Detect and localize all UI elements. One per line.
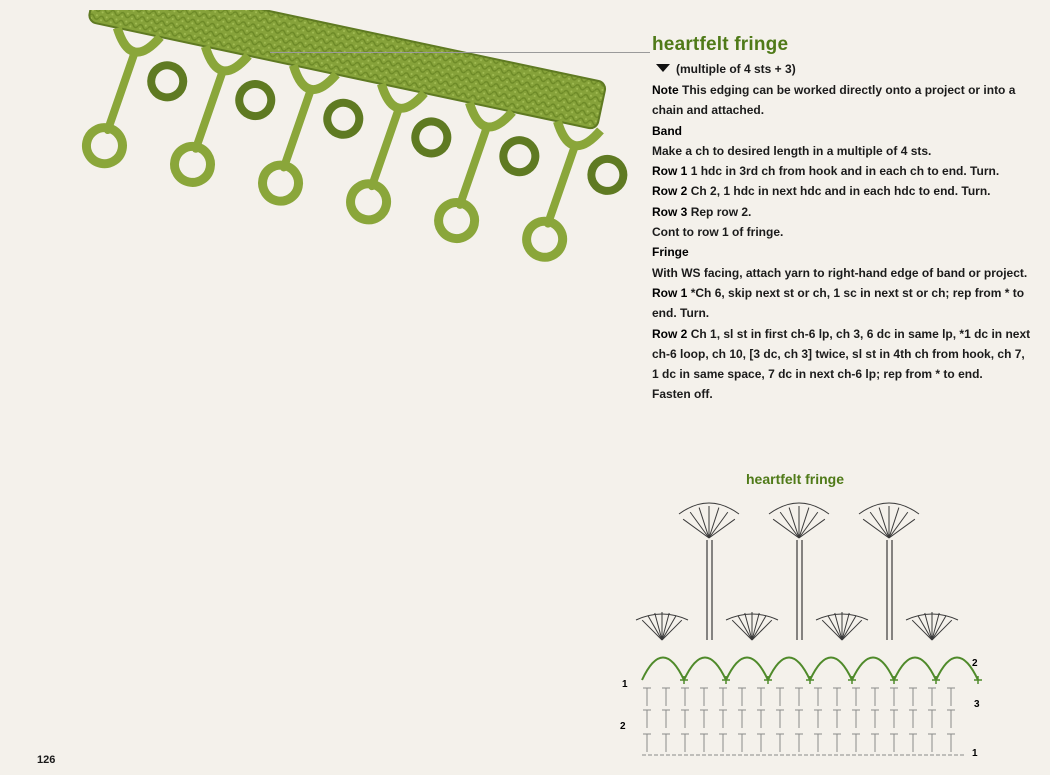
top-fan-stitch xyxy=(709,519,735,538)
top-fan-stitch xyxy=(863,519,889,538)
top-fan-stitch xyxy=(699,508,709,538)
top-fan-stitch xyxy=(889,512,908,538)
swatch-ring-hole xyxy=(182,154,203,175)
row-text: *Ch 6, skip next st or ch, 1 sc in next st or ch; rep from * to end. Turn. xyxy=(652,285,1025,321)
header-rule xyxy=(270,52,650,53)
swatch-stem xyxy=(372,108,398,188)
top-fan-stitch xyxy=(799,512,818,538)
fringe-chain-arch xyxy=(768,658,810,681)
row-text: Rep row 2. xyxy=(690,204,752,219)
top-fan-stitch xyxy=(799,508,809,538)
pattern-instructions xyxy=(652,80,1032,405)
swatch-stem xyxy=(108,52,134,132)
crochet-swatch-photo xyxy=(0,10,640,370)
chart-row-label-right-1: 1 xyxy=(972,748,978,759)
row-text: Ch 2, 1 hdc in next hdc and in each hdc to end. Turn. xyxy=(690,184,991,199)
swatch-stem xyxy=(548,145,574,225)
note-text: This edging can be worked directly onto a project or into a chain and attached. xyxy=(652,83,1016,118)
swatch-stem xyxy=(284,89,310,169)
band-cont: Cont to row 1 of fringe. xyxy=(652,225,784,240)
swatch-stem xyxy=(196,70,222,150)
row-label: Row 3 xyxy=(652,204,688,219)
fasten-off: Fasten off. xyxy=(652,387,713,402)
fringe-row-2 xyxy=(652,324,1032,385)
swatch-ring-hole xyxy=(94,135,115,156)
band-heading: Band xyxy=(652,123,682,138)
top-fan-stitch xyxy=(889,508,899,538)
top-fan-stitch xyxy=(780,512,799,538)
multiple-line xyxy=(656,62,796,76)
chart-row-label-left-1: 1 xyxy=(622,679,628,690)
note-paragraph xyxy=(652,80,1032,121)
top-fan-stitch xyxy=(789,508,799,538)
fringe-chain-arch xyxy=(726,658,768,681)
row-text: Ch 1, sl st in first ch-6 lp, ch 3, 6 dc in same lp, *1 dc in next ch-6 loop, ch 10, [3 dc, ch 3] twice, sl st in 4th ch from hook, ch 7, 1 dc in same space, 7 dc in next ch-6 lp; rep from * to end. xyxy=(652,326,1031,382)
top-fan-stitch xyxy=(889,519,915,538)
swatch-loop xyxy=(148,62,186,100)
note-label: Note xyxy=(652,83,679,97)
swatch-stem xyxy=(460,127,486,207)
swatch-loop xyxy=(324,100,362,138)
swatch-loop xyxy=(412,118,450,156)
fringe-chain-arch xyxy=(684,658,726,681)
fringe-intro: With WS facing, attach yarn to right-hand edge of band or project. xyxy=(652,265,1028,280)
row-text: 1 hdc in 3rd ch from hook and in each ch to end. Turn. xyxy=(690,164,1000,179)
fringe-chain-arch xyxy=(852,658,894,681)
multiple-text: (multiple of 4 sts + 3) xyxy=(676,62,796,76)
band-intro: Make a ch to desired length in a multiple of 4 sts. xyxy=(652,143,932,158)
band-row-1 xyxy=(652,161,1032,181)
top-fan-stitch xyxy=(690,512,709,538)
swatch-ring-hole xyxy=(358,191,379,212)
band-row-3 xyxy=(652,202,1032,222)
row-label: Row 1 xyxy=(652,164,688,179)
pattern-title: heartfelt fringe xyxy=(652,34,789,55)
top-fan-stitch xyxy=(683,519,709,538)
triangle-marker-icon xyxy=(656,64,670,72)
band-row-2 xyxy=(652,181,1032,201)
top-fan-stitch xyxy=(709,512,728,538)
row-label: Row 2 xyxy=(652,326,688,341)
swatch-band xyxy=(88,10,607,130)
chart-row-label-right-3: 3 xyxy=(974,699,980,710)
swatch-ring-hole xyxy=(534,229,555,250)
row-label: Row 1 xyxy=(652,285,688,300)
chart-row-label-right-2: 2 xyxy=(972,658,978,669)
top-fan-stitch xyxy=(709,508,719,538)
chart-title: heartfelt fringe xyxy=(746,471,845,487)
top-fan-stitch xyxy=(870,512,889,538)
swatch-loop xyxy=(236,81,274,119)
fringe-chain-arch xyxy=(810,658,852,681)
swatch-loop xyxy=(500,137,538,175)
swatch-ring-hole xyxy=(446,210,467,231)
fringe-row-1 xyxy=(652,283,1032,324)
stitch-chart xyxy=(612,490,1002,770)
top-fan-stitch xyxy=(799,519,825,538)
page-number: 126 xyxy=(37,754,56,766)
row-label: Row 2 xyxy=(652,184,688,199)
fringe-chain-arch xyxy=(894,658,936,681)
top-fan-stitch xyxy=(879,508,889,538)
swatch-loop xyxy=(588,156,626,194)
top-fan-stitch xyxy=(773,519,799,538)
fringe-heading: Fringe xyxy=(652,245,689,260)
fringe-chain-arch xyxy=(642,658,684,681)
chart-row-label-left-2: 2 xyxy=(620,721,626,732)
swatch-ring-hole xyxy=(270,172,291,193)
